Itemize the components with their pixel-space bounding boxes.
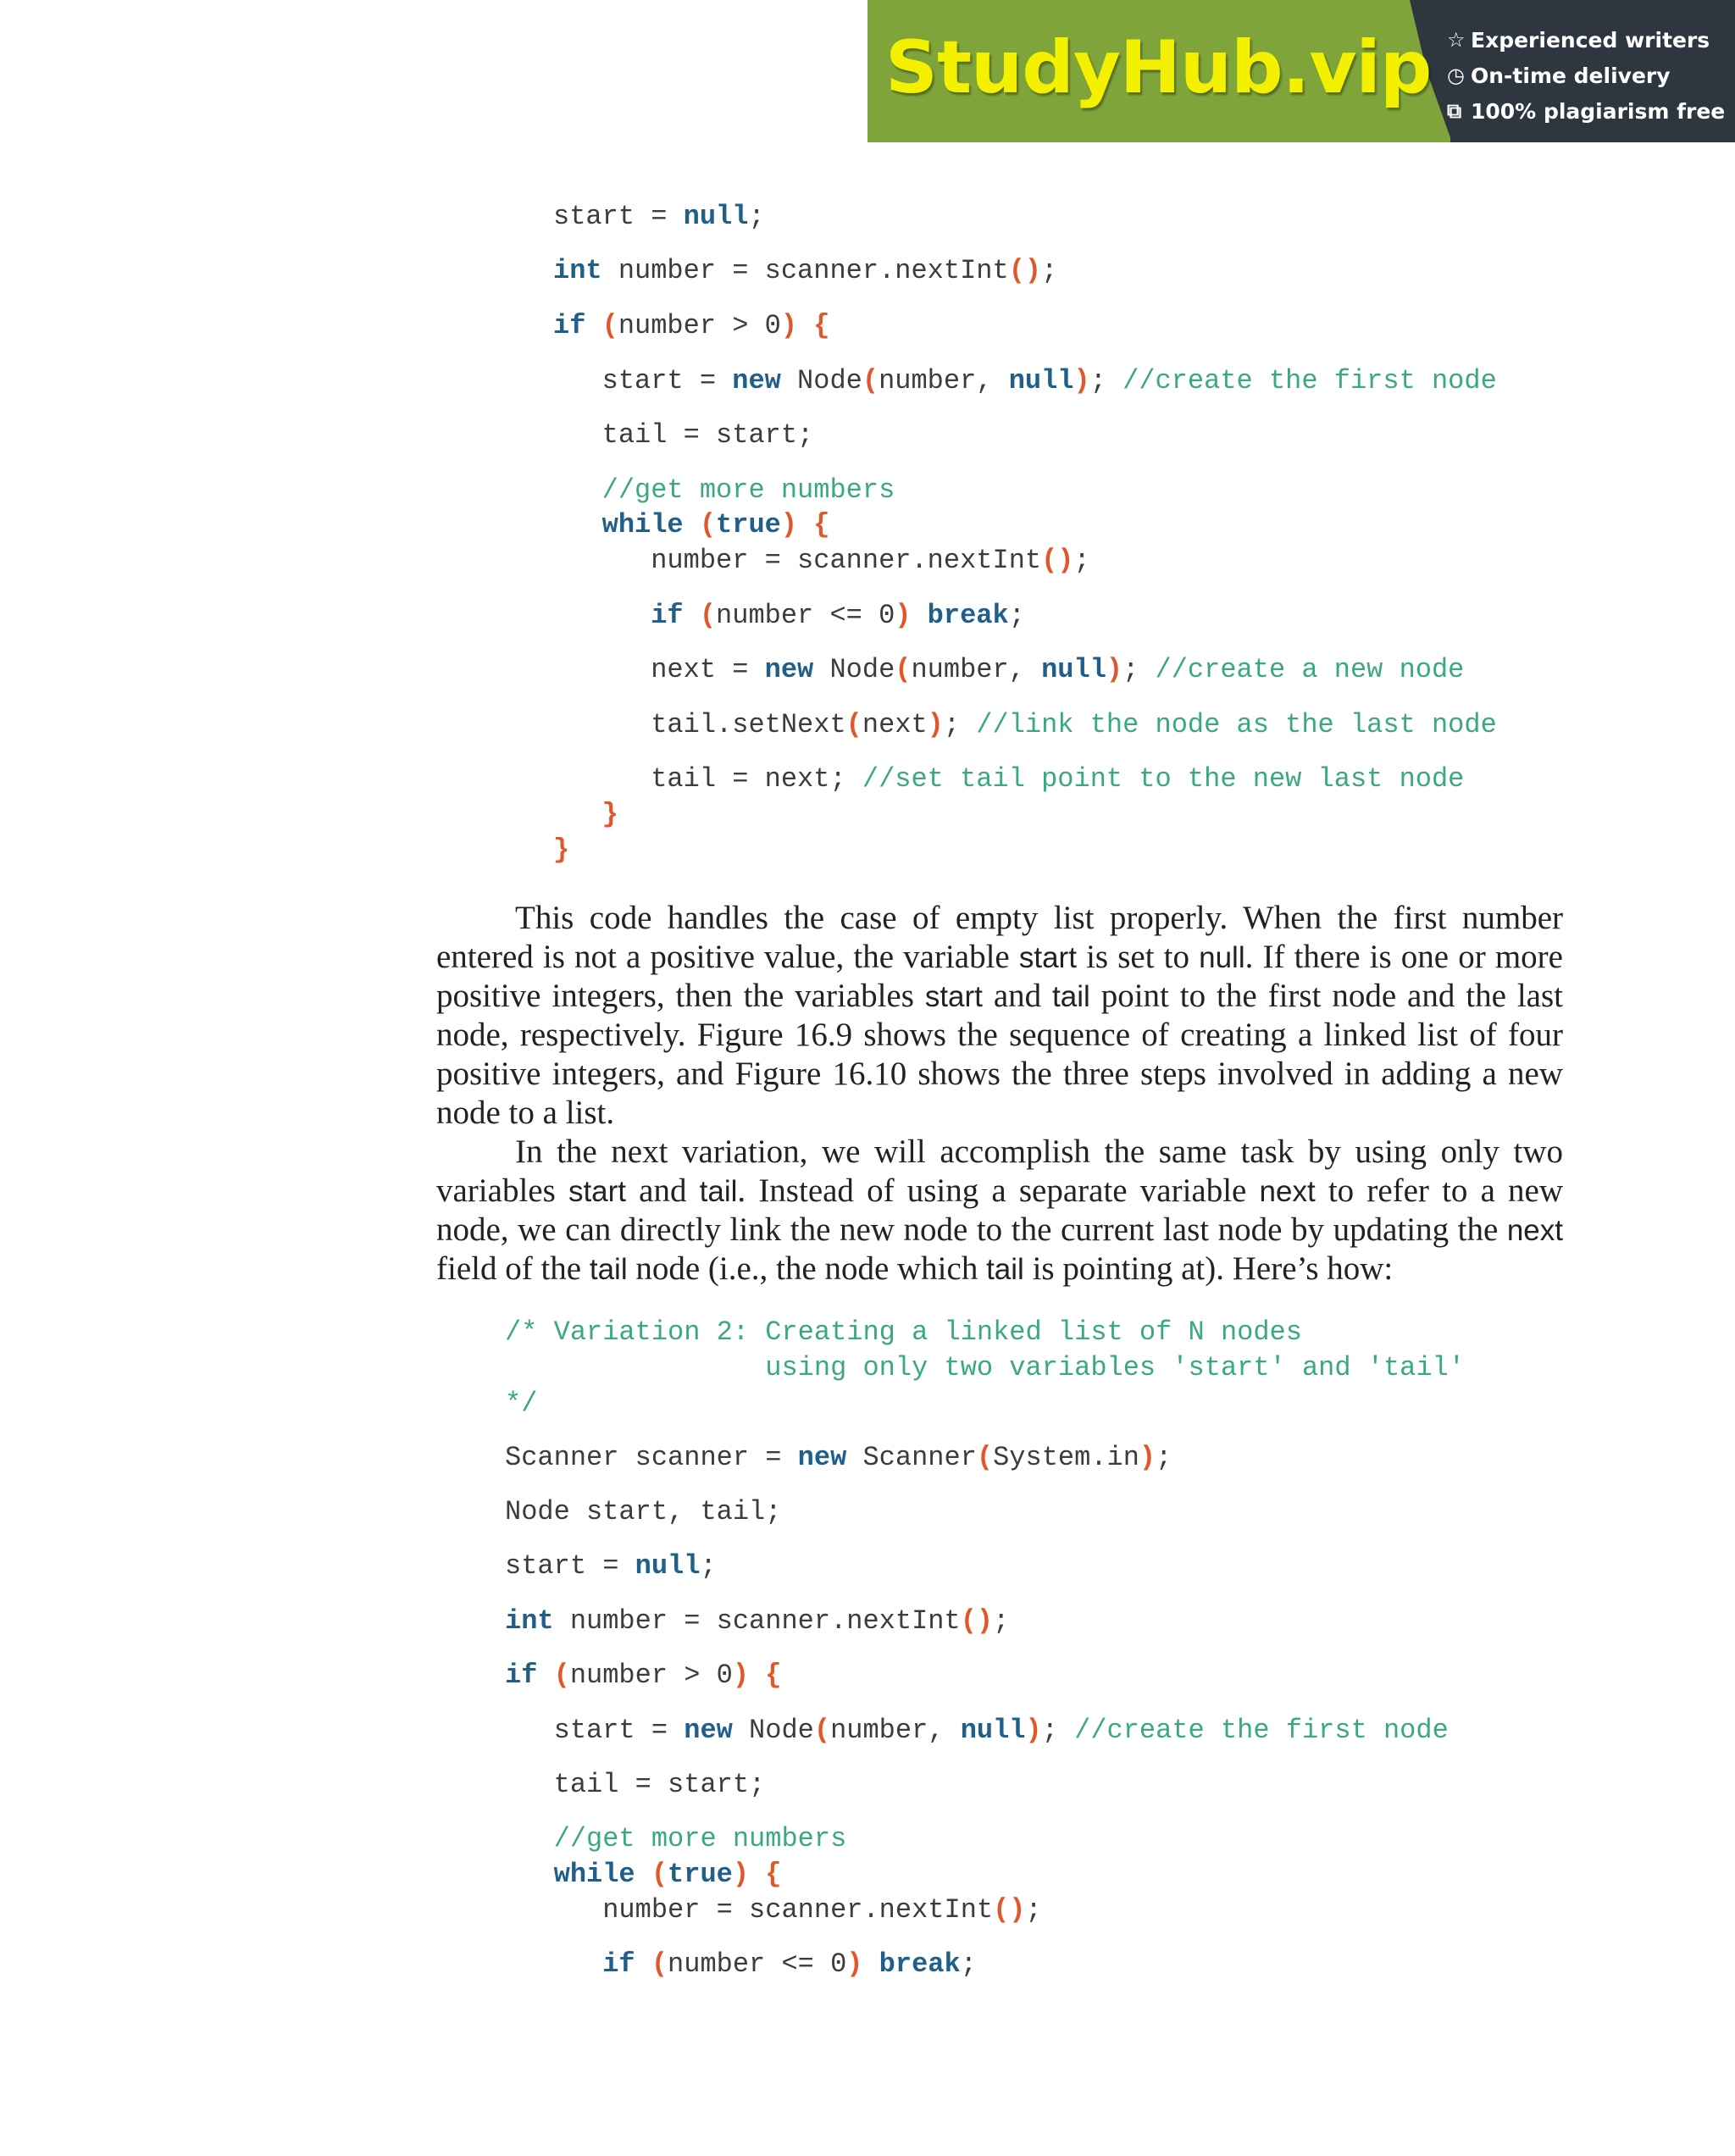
code-line (505, 1316, 1302, 1350)
inline-code: tail (986, 1253, 1024, 1286)
inline-code: start (924, 980, 983, 1013)
text-run: node, we can directly link the new node to the current last node by updating the (436, 1211, 1507, 1248)
text-run: and (626, 1172, 700, 1209)
code-token: ; (1025, 1894, 1042, 1926)
code-token (749, 1859, 765, 1890)
inline-code: next (1506, 1214, 1563, 1247)
inline-code: null (1199, 941, 1245, 974)
code-token: ( (553, 1660, 570, 1691)
code-token (553, 474, 602, 506)
code-token: if (602, 1948, 635, 1980)
code-token: number <= 0 (716, 600, 895, 631)
code-line (505, 1714, 1449, 1748)
code-line (505, 1495, 781, 1529)
code-token: ( (651, 1859, 668, 1890)
code-token: ) (895, 600, 912, 631)
code-token (911, 600, 927, 631)
code-token (797, 509, 813, 540)
inline-code: tail (589, 1253, 628, 1286)
code-token: null (1008, 365, 1074, 396)
code-token: number, (830, 1715, 961, 1746)
code-token: new (732, 365, 781, 396)
code-token: ; (748, 201, 765, 232)
code-token (537, 1660, 553, 1691)
code-token: start = (553, 201, 684, 232)
code-token: null (635, 1550, 701, 1582)
code-token (862, 1948, 879, 1980)
code-token: tail.setNext (553, 709, 846, 740)
code-token: new (764, 654, 814, 685)
studyhub-logo[interactable]: StudyHub.vip (885, 25, 1432, 110)
code-token: //create the first node (1122, 365, 1497, 396)
code-token (505, 1948, 602, 1980)
code-token: ) (1139, 1442, 1156, 1473)
code-token: ) (1025, 1715, 1042, 1746)
code-token: ( (895, 654, 912, 685)
code-token: break (879, 1948, 961, 1980)
paragraph-next-variation (436, 1133, 1563, 1289)
code-token: ; (943, 709, 977, 740)
code-token: { (813, 310, 830, 341)
code-line (553, 474, 895, 507)
code-line (553, 762, 1464, 796)
feature-on-time-delivery (1447, 58, 1725, 93)
code-token: int (553, 255, 602, 286)
code-token: new (684, 1715, 733, 1746)
code-token: int (505, 1605, 554, 1637)
code-line (505, 1605, 1009, 1638)
code-line (505, 1858, 781, 1892)
text-run: This code handles the case of empty list properly. When the first number (515, 900, 1563, 936)
code-token: number = scanner.nextInt (553, 545, 1042, 576)
code-token: number, (911, 654, 1042, 685)
code-token: ( (845, 709, 862, 740)
code-token (553, 799, 602, 830)
code-line (505, 1659, 781, 1693)
code-token (553, 509, 602, 540)
text-run: positive integers, then the variables (436, 978, 925, 1014)
code-token: Node (732, 1715, 814, 1746)
code-line (553, 834, 569, 867)
paragraph-empty-list (436, 899, 1563, 1133)
code-token: //get more numbers (553, 1823, 847, 1854)
code-token: next = (553, 654, 765, 685)
code-token: ( (699, 600, 717, 631)
text-run: . Instead of using a separate variable (737, 1172, 1260, 1209)
text-line (436, 899, 1563, 938)
code-token: number = scanner.nextInt (553, 1605, 961, 1637)
code-token: break (927, 600, 1009, 631)
code-token: tail = next; (553, 763, 862, 795)
code-token: //get more numbers (601, 474, 895, 506)
code-token: ; (1041, 255, 1058, 286)
code-line (553, 309, 829, 343)
code-token: null (1041, 654, 1106, 685)
text-run: node, respectively. Figure 16.9 shows the sequence of creating a linked list of four (436, 1017, 1563, 1053)
code-token: tail = start; (553, 419, 814, 451)
code-token: ; (960, 1948, 977, 1980)
text-line (436, 1055, 1563, 1094)
code-token: ( (813, 1715, 831, 1746)
text-run: is pointing at). Here’s how: (1023, 1250, 1394, 1287)
text-line (436, 1250, 1563, 1289)
code-line (505, 1768, 765, 1802)
code-token: using only two variables 'start' and 'tail' (505, 1352, 1465, 1383)
code-token: //create a new node (1155, 654, 1465, 685)
text-line (436, 1172, 1563, 1211)
code-token: number <= 0 (668, 1948, 847, 1980)
code-token: /* Variation 2: Creating a linked list of N nodes (505, 1316, 1302, 1348)
code-token (684, 509, 700, 540)
code-token: () (1008, 255, 1042, 286)
code-line (553, 708, 1497, 742)
text-run: point to the first node and the last (1089, 978, 1563, 1014)
inline-code: tail (1052, 980, 1090, 1013)
copy-icon: ⧉ (1447, 99, 1462, 123)
code-token (585, 310, 601, 341)
code-token: Node (813, 654, 895, 685)
code-line (505, 1441, 1172, 1475)
text-run: variables (436, 1172, 568, 1209)
code-token: () (1041, 545, 1074, 576)
text-line (436, 938, 1563, 977)
code-token: ) (780, 310, 798, 341)
star-icon: ☆ (1447, 28, 1466, 52)
clock-icon: ◷ (1447, 64, 1465, 87)
code-token: tail = start; (505, 1769, 766, 1800)
code-token: */ (505, 1388, 538, 1419)
text-line (436, 1094, 1563, 1133)
feature-label: Experienced writers (1471, 27, 1710, 53)
text-run: to refer to a new (1315, 1172, 1563, 1209)
inline-code: next (1259, 1175, 1316, 1208)
code-token: Node (780, 365, 862, 396)
code-token: number = scanner.nextInt (505, 1894, 994, 1926)
code-token: ; (993, 1605, 1010, 1637)
text-line (436, 1016, 1563, 1055)
code-token: () (993, 1894, 1026, 1926)
inline-code: start (1018, 941, 1077, 974)
code-token: ) (927, 709, 944, 740)
feature-plagiarism-free (1447, 93, 1725, 129)
code-token: () (960, 1605, 994, 1637)
code-line (553, 254, 1057, 288)
code-token: //link the node as the last node (976, 709, 1497, 740)
code-token (635, 1859, 651, 1890)
code-token (749, 1660, 765, 1691)
code-token: start = (505, 1715, 685, 1746)
code-token: number > 0 (618, 310, 781, 341)
code-token: ) (1073, 365, 1090, 396)
code-token: ( (699, 509, 717, 540)
text-line (436, 977, 1563, 1016)
code-token: ; (1008, 600, 1025, 631)
code-token: true (668, 1859, 733, 1890)
text-run: entered is not a positive value, the variable (436, 939, 1019, 975)
inline-code: tail (699, 1175, 738, 1208)
text-line (436, 1211, 1563, 1250)
code-token: ; (1122, 654, 1156, 685)
code-token: ; (1089, 365, 1123, 396)
code-token: } (553, 834, 570, 866)
code-line (553, 544, 1090, 578)
text-run: . If there is one or more (1244, 939, 1563, 975)
code-token: next (862, 709, 928, 740)
code-token: ; (1041, 1715, 1075, 1746)
code-token (553, 600, 651, 631)
code-token: while (553, 1859, 635, 1890)
code-token: if (553, 310, 586, 341)
code-line (505, 1948, 977, 1981)
code-token: true (716, 509, 781, 540)
code-token: number = scanner.nextInt (601, 255, 1009, 286)
studyhub-banner[interactable] (868, 0, 1735, 142)
code-token: { (813, 509, 830, 540)
text-run: In the next variation, we will accomplish the same task by using only two (515, 1133, 1563, 1170)
code-token (505, 1859, 554, 1890)
code-token: ) (732, 1859, 750, 1890)
code-line (505, 1549, 717, 1583)
code-token: ) (780, 509, 798, 540)
code-line (553, 364, 1497, 398)
code-token: null (683, 201, 749, 232)
code-line (553, 418, 813, 452)
code-line (505, 1893, 1042, 1927)
code-token: { (765, 1660, 782, 1691)
code-token: { (765, 1859, 782, 1890)
code-token: new (797, 1442, 847, 1473)
code-token: ( (862, 365, 879, 396)
code-token: //set tail point to the new last node (862, 763, 1465, 795)
code-token: //create the first node (1074, 1715, 1449, 1746)
code-token: null (960, 1715, 1026, 1746)
text-run: is set to (1076, 939, 1200, 975)
code-token: } (601, 799, 618, 830)
code-token: ) (846, 1948, 863, 1980)
feature-experienced-writers (1447, 22, 1725, 58)
code-token: ( (651, 1948, 668, 1980)
text-run: node to a list. (436, 1095, 615, 1131)
code-token: ( (601, 310, 618, 341)
code-line (505, 1387, 537, 1421)
text-run: field of the (436, 1250, 590, 1287)
code-line (505, 1351, 1465, 1385)
code-token: while (601, 509, 684, 540)
code-line (553, 508, 829, 542)
text-run: positive integers, and Figure 16.10 shows the three steps involved in adding a new (436, 1056, 1563, 1092)
code-token: ( (976, 1442, 994, 1473)
feature-label: On-time delivery (1471, 63, 1671, 88)
code-token: if (505, 1660, 538, 1691)
code-token: Node start, tail; (505, 1496, 782, 1527)
code-token: ; (1156, 1442, 1172, 1473)
code-token: ; (700, 1550, 717, 1582)
code-token: ) (1106, 654, 1123, 685)
code-token (797, 310, 813, 341)
text-run: node (i.e., the node which (627, 1250, 987, 1287)
code-token: start = (553, 365, 733, 396)
code-token (635, 1948, 651, 1980)
code-token: start = (505, 1550, 635, 1582)
code-token: ; (1073, 545, 1090, 576)
code-line (505, 1822, 846, 1856)
code-token: ) (732, 1660, 750, 1691)
code-token: number, (879, 365, 1009, 396)
inline-code: start (568, 1175, 627, 1208)
text-line (436, 1133, 1563, 1172)
code-token: Scanner (846, 1442, 977, 1473)
code-token: System.in (993, 1442, 1139, 1473)
code-line (553, 653, 1464, 687)
code-token: if (651, 600, 684, 631)
code-token (505, 1823, 554, 1854)
feature-label: 100% plagiarism free (1471, 98, 1726, 124)
code-token: number > 0 (569, 1660, 733, 1691)
code-line (553, 200, 765, 234)
banner-features (1447, 22, 1725, 129)
code-token: Scanner scanner = (505, 1442, 798, 1473)
code-line (553, 798, 618, 832)
code-token (684, 600, 700, 631)
text-run: and (982, 978, 1053, 1014)
code-line (553, 599, 1025, 633)
